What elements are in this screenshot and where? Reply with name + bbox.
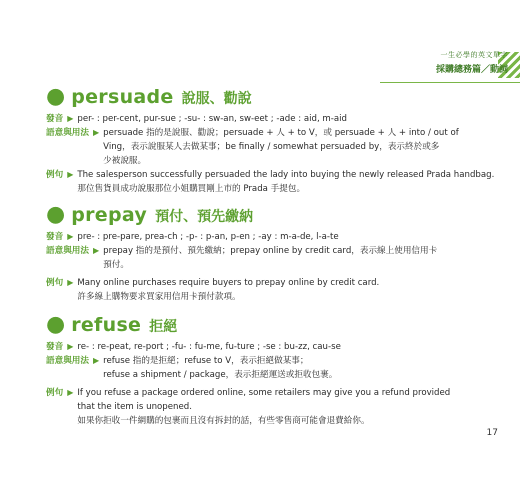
example-english: Many online purchases require buyers to prepay online by credit card. <box>77 278 380 288</box>
example-label: 例句 <box>46 388 64 398</box>
series-title: 一生必學的英文單字 <box>440 51 508 59</box>
usage-label: 語意與用法 <box>46 246 89 256</box>
word-meaning: 說服、勸說 <box>181 91 252 107</box>
usage-block <box>46 244 502 272</box>
word-meaning: 拒絕 <box>149 319 178 335</box>
pronunciation-label: 發音 <box>46 232 64 242</box>
arrow-right-icon: ▶ <box>67 114 74 123</box>
page-number: 17 <box>486 428 498 438</box>
usage-label: 語意與用法 <box>46 356 89 366</box>
arrow-right-icon: ▶ <box>67 278 74 287</box>
bullet-icon: ● <box>46 202 66 227</box>
vocab-word: refuse <box>71 314 142 336</box>
example-label: 例句 <box>46 170 64 180</box>
vocab-entry-refuse <box>46 314 502 428</box>
example-english: If you refuse a package ordered online, some retailers may give you a refund provided <box>77 388 451 398</box>
example-block <box>46 168 502 196</box>
example-block <box>46 276 502 304</box>
pronunciation-label: 發音 <box>46 114 64 124</box>
usage-text: refuse a shipment / package，表示拒絕運送或拒收包裹。 <box>103 370 338 380</box>
arrow-right-icon: ▶ <box>92 356 100 365</box>
usage-text: 預付。 <box>103 260 129 270</box>
section-title: 採購總務篇／動詞 <box>435 65 508 75</box>
pronunciation-line <box>46 230 502 244</box>
arrow-right-icon: ▶ <box>67 342 74 351</box>
example-english: The salesperson successfully persuaded the lady into buying the newly released Prada handbag. <box>77 170 495 180</box>
arrow-right-icon: ▶ <box>92 128 100 137</box>
word-meaning: 預付、預先繳納 <box>155 209 254 225</box>
bullet-icon: ● <box>46 84 66 109</box>
vocab-word: prepay <box>71 204 148 226</box>
arrow-right-icon: ▶ <box>92 246 100 255</box>
word-heading <box>46 204 502 230</box>
arrow-right-icon: ▶ <box>67 170 74 179</box>
pronunciation-text: per- : per-cent, pur-sue ; -su- : sw-an, sw-eet ; -ade : aid, m-aid <box>77 114 348 124</box>
usage-block <box>46 354 502 382</box>
example-english: that the item is unopened. <box>77 402 192 412</box>
vocab-entry-persuade <box>46 86 502 196</box>
pronunciation-text: re- : re-peat, re-port ; -fu- : fu-me, fu-ture ; -se : bu-zz, cau-se <box>77 342 341 352</box>
usage-text: refuse 指的是拒絕；refuse to V，表示拒絕做某事； <box>103 356 309 366</box>
usage-block <box>46 126 502 168</box>
pronunciation-label: 發音 <box>46 342 64 352</box>
word-heading <box>46 86 502 112</box>
bullet-icon: ● <box>46 312 66 337</box>
header-divider <box>380 82 520 83</box>
example-chinese: 許多線上購物要求買家用信用卡預付款項。 <box>77 292 241 302</box>
arrow-right-icon: ▶ <box>67 232 74 241</box>
example-block <box>46 386 502 428</box>
usage-text: 少被說服。 <box>103 156 147 166</box>
usage-text: Ving，表示說服某人去做某事；be finally / somewhat persuaded by，表示終於或多 <box>103 142 440 152</box>
usage-label: 語意與用法 <box>46 128 89 138</box>
usage-text: persuade 指的是說服、勸說；persuade + 人 + to V，或 persuade + 人 + into / out of <box>103 128 459 138</box>
pronunciation-line <box>46 340 502 354</box>
arrow-right-icon: ▶ <box>67 388 74 397</box>
example-chinese: 如果你拒收一件網購的包裹而且沒有拆封的話，有些零售商可能會退費給你。 <box>77 416 370 426</box>
vocab-word: persuade <box>71 86 174 108</box>
example-chinese: 那位售貨員成功說服那位小姐購買剛上市的 Prada 手提包。 <box>77 184 306 194</box>
vocab-entry-prepay <box>46 204 502 304</box>
pronunciation-line <box>46 112 502 126</box>
word-heading <box>46 314 502 340</box>
example-label: 例句 <box>46 278 64 288</box>
page-header <box>436 50 508 75</box>
pronunciation-text: pre- : pre-pare, prea-ch ; -p- : p-an, p-en ; -ay : m-a-de, l-a-te <box>77 232 339 242</box>
usage-text: prepay 指的是預付、預先繳納；prepay online by credit card，表示線上使用信用卡 <box>103 246 438 256</box>
